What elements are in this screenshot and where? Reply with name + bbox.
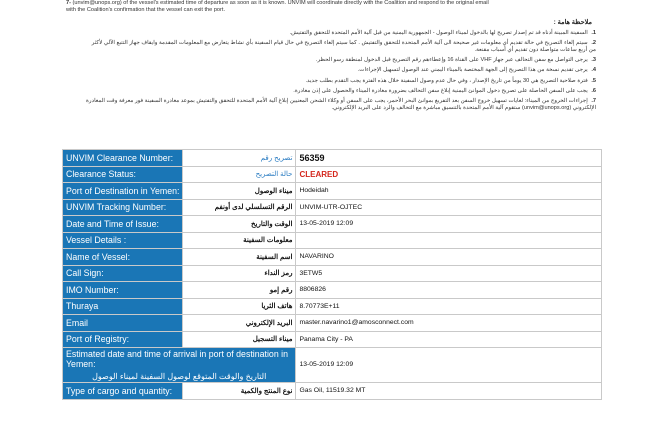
note-text: الإلكتروني (unvim@unops.org) ستقوم آلية الأمم المتحدة بالتنسيق مباشرة مع التحالف والرد على البريد الإلكتروني. — [331, 105, 596, 112]
note-text: إجراءات الخروج من الميناء: لغايات تسهيل خروج السفن بعد التفريغ بموانئ البحر الأحمر، يجب على السفن أو وكلاء الشحن المعنيين إبلاغ آلية الأمم المتحدة للتحقق والتفتيش بموعد مغادرة السفينة فور معرفة وقت المغادرة — [85, 98, 588, 105]
table-row-call-sign — [63, 265, 602, 282]
row-label-en: Date and Time of Issue: — [63, 216, 183, 233]
note-arabic-7 — [62, 98, 602, 112]
note-text: يرجى تقديم نسخة من هذا التصريح إلى الجهة المختصة بالميناء اليمني عند الوصول لتسهيل الإجراءات. — [357, 67, 588, 74]
note-number: 2. — [591, 39, 596, 46]
table-row-date-issue — [63, 216, 602, 233]
arrival-label-cell — [63, 348, 296, 383]
row-label-ar: التاريخ والوقت المتوقع لوصول السفينة لميناء الوصول — [92, 372, 267, 381]
table-row-vessel-details — [63, 232, 602, 249]
row-label-en: Clearance Status: — [63, 166, 183, 183]
row-label-ar: حالة التصريح — [183, 166, 296, 183]
clearance-status-value: CLEARED — [296, 166, 602, 183]
row-label-en: Vessel Details : — [63, 232, 183, 249]
note-number: 1. — [591, 29, 596, 36]
note-arabic-1 — [62, 30, 602, 37]
table-row-imo-number — [63, 282, 602, 299]
note-text: with the Coalition's confirmation that the vessel can exit the port. — [66, 7, 226, 14]
table-row-port-registry — [63, 331, 602, 348]
email-value: master.navarino1@amosconnect.com — [296, 315, 602, 332]
row-label-en: IMO Number: — [63, 282, 183, 299]
table-row-port-destination — [63, 183, 602, 200]
table-row-cargo — [63, 382, 602, 399]
row-label-ar: رقم إمو — [183, 282, 296, 299]
table-row-vessel-name — [63, 249, 602, 266]
note-item-7-english — [62, 0, 602, 14]
row-label-en: Estimated date and time of arrival in port of destination in Yemen: — [66, 349, 288, 369]
note-arabic-3 — [62, 57, 602, 64]
row-label-en: Port of Destination in Yemen: — [63, 183, 183, 200]
row-label-ar: نوع المنتج والكمية — [183, 382, 296, 399]
call-sign-value: 3ETW5 — [296, 265, 602, 282]
row-label-ar: معلومات السفينة — [183, 232, 296, 249]
row-label-en: Thuraya — [63, 298, 183, 315]
row-label-en: UNVIM Clearance Number: — [63, 150, 183, 167]
row-label-ar: اسم السفينة — [183, 249, 296, 266]
note-number: 7. — [591, 98, 596, 105]
clearance-table — [62, 149, 602, 400]
cargo-value: Gas Oil, 11519.32 MT — [296, 382, 602, 399]
note-number: 7- — [66, 0, 71, 6]
note-text: يجب على السفن الحاصلة على تصريح دخول الموانئ اليمنية إبلاغ سفن التحالف بضرورة مغادرة الميناء والحصول على إذن مغادرة. — [293, 87, 588, 94]
row-label-ar: ميناء التسجيل — [183, 331, 296, 348]
note-text: يرجى التواصل مع سفن التحالف عبر جهاز VHF على القناة 16 وإعطاءهم رقم التصريح قبل الدخول لمنطقة رسو الحظر. — [315, 57, 588, 64]
vessel-name-value: NAVARINO — [296, 249, 602, 266]
note-arabic-4 — [62, 67, 602, 74]
note-arabic-5 — [62, 78, 602, 85]
arrival-value: 13-05-2019 12:09 — [296, 348, 602, 383]
row-label-en: Type of cargo and quantity: — [63, 382, 183, 399]
date-issue-value: 13-05-2019 12:09 — [296, 216, 602, 233]
table-row-clearance-status — [63, 166, 602, 183]
note-text: من أربع ساعات متواصلة دون تقديم أي أسباب مقنعة. — [474, 47, 596, 54]
note-text: (unvim@unops.org) of the vessel's estimated time of departure as soon as it is known. UNVIM will coordinate directly with the Coalition and respond to the original email — [72, 0, 489, 6]
row-label-en: Email — [63, 315, 183, 332]
note-text: السفينة المبينة أدناه قد تم إصدار تصريح لها بالدخول لميناء الوصول - الجمهورية اليمنية من قبل آلية الأمم المتحدة للتحقق والتفتيش. — [289, 29, 588, 36]
row-label-ar: تصريح رقم — [183, 150, 296, 167]
table-row-arrival — [63, 348, 602, 383]
table-row-clearance-number — [63, 150, 602, 167]
row-label-ar: الرقم التسلسلي لدى أونفم — [183, 199, 296, 216]
row-label-ar: رمز النداء — [183, 265, 296, 282]
row-label-en: Call Sign: — [63, 265, 183, 282]
tracking-number-value: UNVIM-UTR-OJTEC — [296, 199, 602, 216]
note-text: فترة صلاحية التصريح هي 30 يوماً من تاريخ الإصدار ، وفي حال عدم وصول السفينة خلال هذه الفترة يجب التقدم بطلب جديد. — [305, 77, 588, 84]
port-registry-value: Panama City - PA — [296, 331, 602, 348]
note-text: سيتم إلغاء التصريح في حالة تقديم أي معلومات غير صحيحة الى آلية الأمم المتحدة للتحقق والتفتيش . كما سيتم إلغاء التصريح في حال قيام السفينة بأي نشاط يتعارض مع المعلومات المقدمة وايقاف جهاز التتبع الآلي لأكثر — [91, 39, 588, 46]
table-row-tracking-number — [63, 199, 602, 216]
notes-section — [62, 0, 602, 112]
notes-title-arabic: ملاحظة هامة : — [553, 19, 592, 27]
row-label-en: UNVIM Tracking Number: — [63, 199, 183, 216]
note-arabic-2 — [62, 40, 602, 54]
thuraya-value: 8.70773E+11 — [296, 298, 602, 315]
table-row-email — [63, 315, 602, 332]
port-destination-value: Hodeidah — [296, 183, 602, 200]
note-number: 5. — [591, 77, 596, 84]
note-number: 4. — [591, 67, 596, 74]
note-number: 6. — [591, 87, 596, 94]
row-label-ar: هاتف الثريا — [183, 298, 296, 315]
table-row-thuraya — [63, 298, 602, 315]
row-label-ar: ميناء الوصول — [183, 183, 296, 200]
row-label-en: Port of Registry: — [63, 331, 183, 348]
vessel-details-value — [296, 232, 602, 249]
imo-number-value: 8806826 — [296, 282, 602, 299]
note-number: 3. — [591, 57, 596, 64]
row-label-ar: البريد الإلكتروني — [183, 315, 296, 332]
clearance-number-value: 56359 — [296, 150, 602, 167]
row-label-en: Name of Vessel: — [63, 249, 183, 266]
note-arabic-6 — [62, 88, 602, 95]
row-label-ar: الوقت والتاريخ — [183, 216, 296, 233]
